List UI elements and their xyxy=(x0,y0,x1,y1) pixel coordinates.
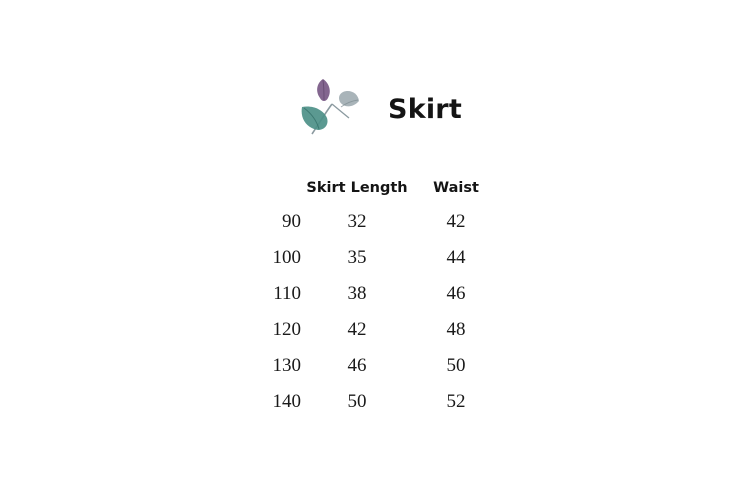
table-body xyxy=(243,204,503,420)
cell-waist: 44 xyxy=(446,247,466,268)
size-table xyxy=(243,172,503,420)
table-row xyxy=(243,240,503,276)
column-header-waist: Waist xyxy=(433,180,479,196)
cell-skirt-length: 38 xyxy=(347,283,367,304)
table-row xyxy=(243,348,503,384)
table-row xyxy=(243,276,503,312)
row-size-label: 130 xyxy=(272,355,301,376)
table-row xyxy=(243,312,503,348)
row-size-label: 100 xyxy=(272,247,301,268)
row-size-label: 110 xyxy=(273,283,301,304)
cell-skirt-length: 32 xyxy=(347,211,367,232)
cell-waist: 42 xyxy=(446,211,466,232)
cell-skirt-length: 50 xyxy=(347,391,367,412)
table-header-row xyxy=(243,172,503,204)
leaf-sprig-icon xyxy=(288,78,374,140)
row-size-label: 90 xyxy=(282,211,301,232)
cell-waist: 50 xyxy=(446,355,466,376)
table-row xyxy=(243,204,503,240)
cell-waist: 52 xyxy=(446,391,466,412)
cell-skirt-length: 35 xyxy=(347,247,367,268)
cell-skirt-length: 42 xyxy=(347,319,367,340)
row-size-label: 140 xyxy=(272,391,301,412)
chart-header xyxy=(0,78,750,140)
cell-waist: 48 xyxy=(446,319,466,340)
column-header-skirt-length: Skirt Length xyxy=(306,180,408,196)
cell-skirt-length: 46 xyxy=(347,355,367,376)
table-row xyxy=(243,384,503,420)
table-corner-cell xyxy=(243,172,305,204)
row-size-label: 120 xyxy=(272,319,301,340)
cell-waist: 46 xyxy=(446,283,466,304)
page-title: Skirt xyxy=(388,93,462,125)
